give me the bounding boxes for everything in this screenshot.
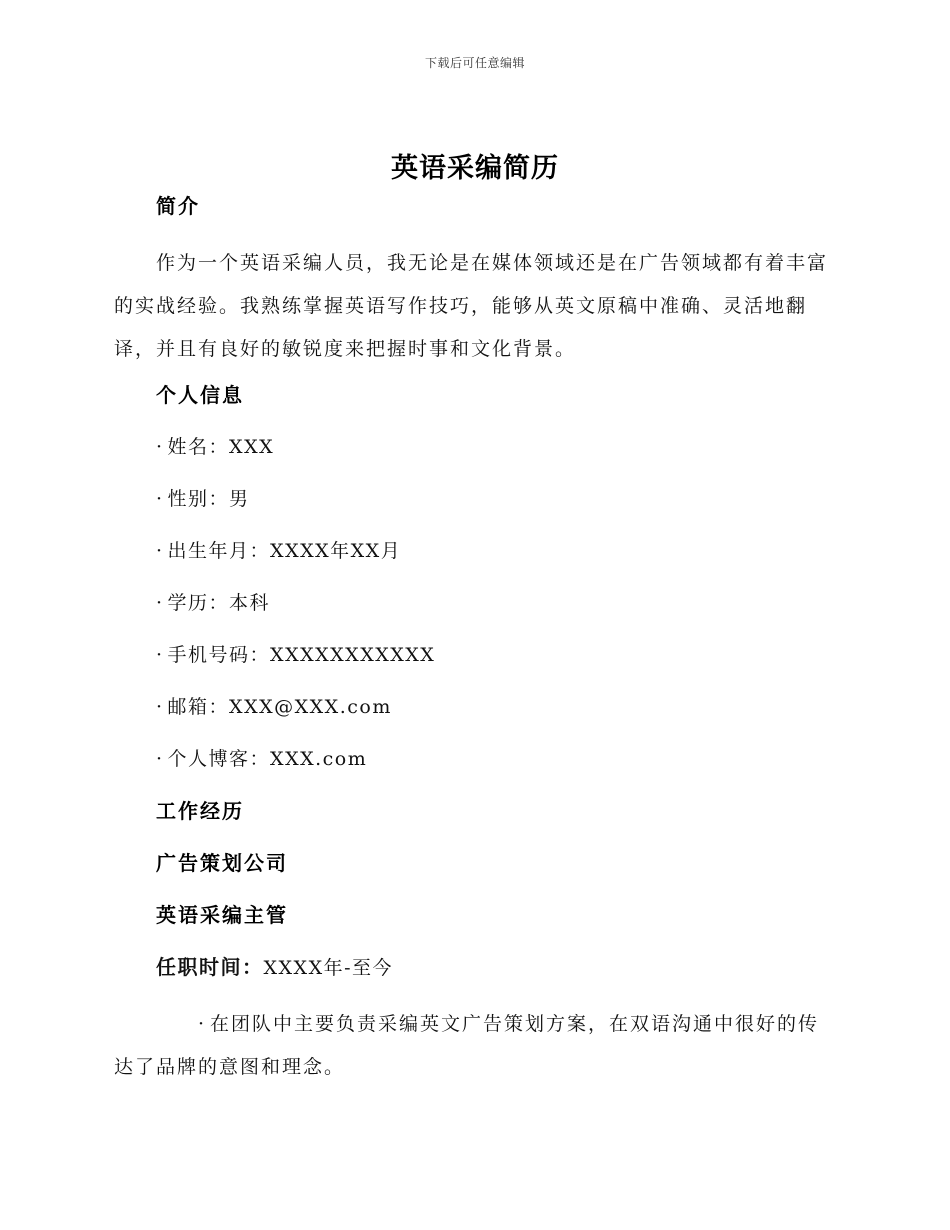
info-item-gender (114, 483, 830, 535)
info-item-email (114, 691, 830, 743)
info-item-text: 邮箱：XXX@XXX.com (167, 696, 392, 718)
document-title: 英语采编简历 (391, 153, 559, 184)
page-header: 下载后可任意编辑 (424, 56, 525, 70)
duty-text: 在团队中主要负责采编英文广告策划方案，在双语沟通中很好的传达了品牌的意图和理念。 (114, 1013, 820, 1078)
section-heading-personal-info: 个人信息 (156, 383, 244, 407)
intro-paragraph: 作为一个英语采编人员，我无论是在媒体领域还是在广告领域都有着丰富的实战经验。我熟练掌握英语写作技巧，能够从英文原稿中准确、灵活地翻译，并且有良好的敏锐度来把握时事和文化背景。 (114, 252, 829, 360)
bullet-marker: · (156, 592, 164, 614)
duty-item (114, 1003, 830, 1089)
info-item-education (114, 587, 830, 639)
info-item-birth (114, 535, 830, 587)
info-item-text: 姓名：XXX (167, 436, 275, 458)
bullet-marker: · (156, 696, 164, 718)
bullet-marker: · (156, 488, 164, 510)
info-item-text: 手机号码：XXXXXXXXXXX (167, 644, 436, 666)
section-heading-intro: 简介 (156, 194, 200, 218)
info-item-text: 出生年月：XXXX年XX月 (167, 540, 402, 562)
info-item-blog (114, 743, 830, 795)
info-item-phone (114, 639, 830, 691)
position-title: 英语采编主管 (156, 903, 288, 927)
bullet-marker: · (156, 644, 164, 666)
section-heading-work-experience: 工作经历 (156, 799, 244, 823)
tenure-value: XXXX年-至今 (263, 957, 394, 979)
tenure-label: 任职时间： (156, 955, 264, 979)
info-item-text: 个人博客：XXX.com (167, 748, 368, 770)
resume-body (114, 190, 830, 1089)
bullet-marker: · (156, 436, 164, 458)
bullet-marker: · (156, 748, 164, 770)
bullet-marker: · (198, 1013, 207, 1035)
info-item-name (114, 431, 830, 483)
company-name: 广告策划公司 (156, 851, 288, 875)
info-item-text: 学历：本科 (167, 592, 271, 614)
info-item-text: 性别：男 (167, 488, 250, 510)
bullet-marker: · (156, 540, 164, 562)
tenure-line (114, 951, 830, 1003)
